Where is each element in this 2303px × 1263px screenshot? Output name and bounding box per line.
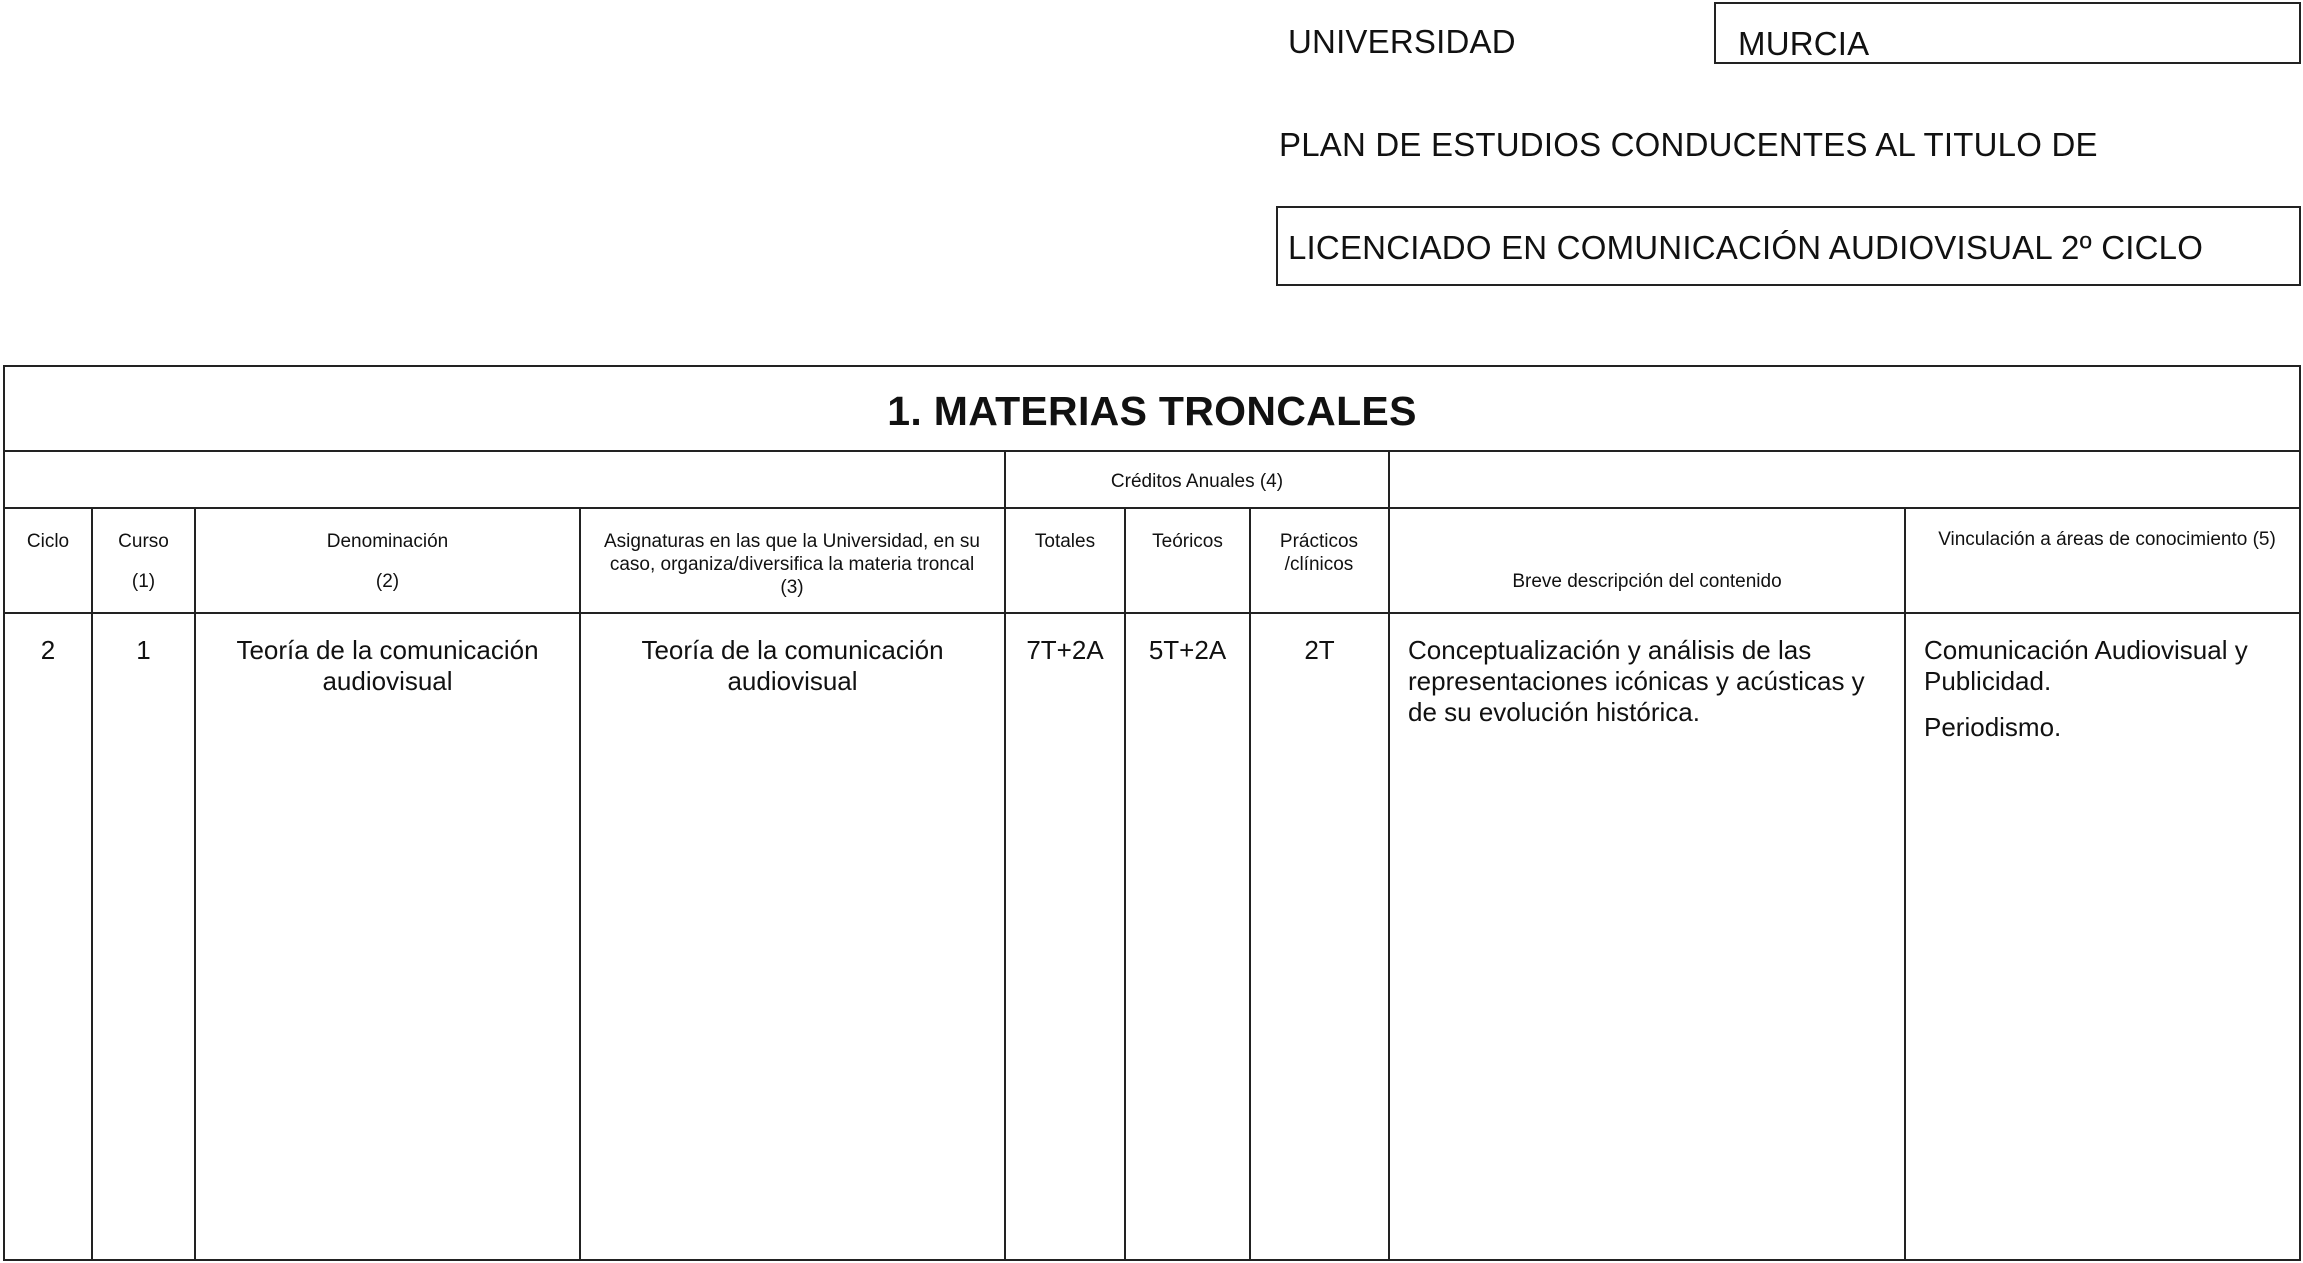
- cell-curso: 1: [136, 635, 151, 665]
- divider: [91, 507, 93, 1261]
- cell-vinculacion-2: Periodismo.: [1924, 712, 2062, 742]
- cell-asignaturas: Teoría de la comunicación audiovisual: [641, 635, 944, 696]
- divider: [5, 507, 2299, 509]
- universidad-value-box: [1714, 2, 2301, 64]
- col-header-teoricos: Teóricos: [1152, 531, 1223, 552]
- materias-table: [3, 365, 2301, 1261]
- col-header-curso: Curso: [118, 531, 169, 552]
- cell-descripcion: Conceptualización y análisis de las representaciones icónicas y acústicas y de su evolución histórica.: [1408, 635, 1865, 727]
- col-header-totales: Totales: [1034, 531, 1096, 552]
- cell-practicos: 2T: [1304, 635, 1335, 665]
- cell-vinculacion-1: Comunicación Audiovisual y Publicidad.: [1924, 635, 2248, 696]
- creditos-group-header: Créditos Anuales (4): [1110, 471, 1284, 492]
- col-header-descripcion: Breve descripción del contenido: [1512, 571, 1782, 592]
- table-title: 1. MATERIAS TRONCALES: [887, 388, 1417, 434]
- titulo-value: LICENCIADO EN COMUNICACIÓN AUDIOVISUAL 2º CICLO: [1288, 229, 2204, 266]
- divider: [1004, 450, 1006, 1261]
- col-header-practicos: Prácticos /clínicos: [1279, 531, 1359, 575]
- cell-totales: 7T+2A: [1026, 635, 1104, 665]
- col-header-curso-note: (1): [131, 571, 156, 592]
- divider: [1124, 507, 1126, 1261]
- col-header-asignaturas: Asignaturas en las que la Universidad, en su caso, organiza/diversifica la materia troncal (3): [603, 531, 980, 598]
- col-header-vinculacion: Vinculación a áreas de conocimiento (5): [1938, 529, 2276, 550]
- divider: [1249, 507, 1251, 1261]
- divider: [5, 450, 2299, 452]
- universidad-value: MURCIA: [1738, 25, 1870, 62]
- divider: [5, 612, 2299, 614]
- plan-label: PLAN DE ESTUDIOS CONDUCENTES AL TITULO DE: [1279, 126, 2098, 163]
- universidad-label: UNIVERSIDAD: [1288, 23, 1516, 60]
- cell-teoricos: 5T+2A: [1148, 635, 1227, 665]
- col-header-denominacion: Denominación: [326, 531, 449, 552]
- divider: [194, 507, 196, 1261]
- divider: [579, 507, 581, 1261]
- col-header-denominacion-note: (2): [375, 571, 400, 592]
- cell-denominacion: Teoría de la comunicación audiovisual: [236, 635, 539, 696]
- cell-ciclo: 2: [40, 635, 56, 665]
- divider: [1904, 507, 1906, 1261]
- col-header-ciclo: Ciclo: [26, 531, 70, 552]
- titulo-box: [1276, 206, 2301, 286]
